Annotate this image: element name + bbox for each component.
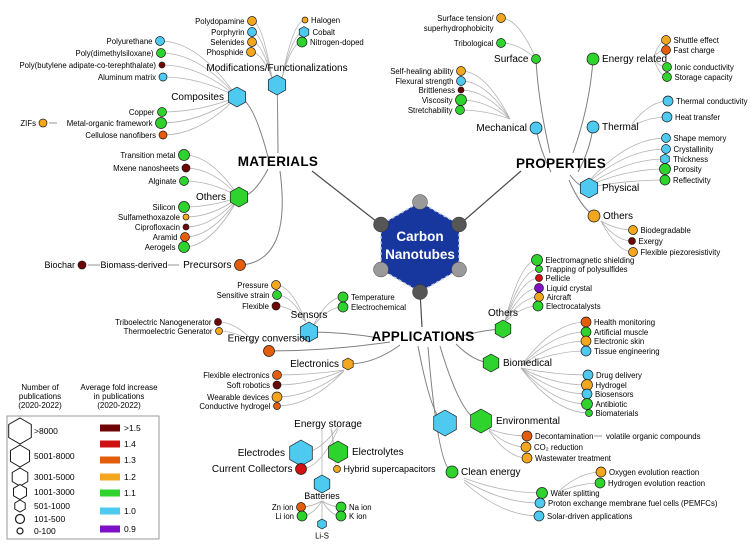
label-crystallinity: Crystallinity	[673, 144, 714, 154]
node-mechanical	[530, 122, 542, 134]
node-artificial	[581, 327, 591, 337]
legend-fold-swatch-1	[100, 441, 120, 448]
label-polydopamine: Polydopamine	[195, 16, 245, 26]
node-biomaterials	[586, 410, 593, 417]
node-reflectivity	[660, 175, 670, 185]
edge-soft-robotics	[277, 370, 344, 385]
label-biomedical: Biomedical	[503, 357, 552, 369]
node-electrochemical	[338, 302, 348, 312]
legend-fold-swatch-5	[100, 508, 120, 515]
legend-size-shape-2	[12, 468, 28, 486]
legend	[7, 383, 159, 539]
node-electrocatalysts	[533, 301, 543, 311]
label-reflectivity: Reflectivity	[673, 175, 711, 185]
node-silicon	[179, 202, 190, 213]
node-modifications	[268, 75, 285, 95]
label-current-coll: Current Collectors	[211, 463, 293, 475]
label-electronics: Electronics	[290, 358, 339, 370]
node-thermo-gen	[216, 328, 223, 335]
label-energy-related: Energy related	[602, 53, 668, 65]
node-cond-hydrogel	[274, 403, 281, 410]
node-k	[336, 511, 346, 521]
label-environmental: Environmental	[496, 415, 560, 427]
label-aramid: Aramid	[152, 232, 178, 242]
node-selenides	[248, 38, 257, 47]
node-aerogels	[179, 242, 190, 253]
node-environmental	[471, 409, 492, 433]
label-electrocatalysts: Electrocatalysts	[546, 301, 601, 311]
vertex-dot	[413, 195, 428, 210]
label-co2: CO₂ reduction	[534, 442, 583, 452]
node-transition-metal	[179, 150, 190, 161]
label-cellulose: Cellulose nanofibers	[85, 130, 156, 140]
legend-size-label-6: 0-100	[34, 526, 56, 536]
center-title-line1: Carbon	[396, 229, 444, 244]
label-ciprofloxacin: Ciprofloxacin	[134, 222, 180, 232]
label-pellicle: Pellicle	[545, 273, 571, 283]
label-electrolytes: Electrolytes	[352, 446, 404, 458]
edge-self-healing	[461, 71, 510, 119]
label-sensors: Sensors	[290, 310, 328, 321]
node-flexural	[457, 77, 466, 86]
label-shuttle: Shuttle effect	[673, 35, 719, 45]
edge-hydrogel	[521, 368, 587, 385]
node-polyurethane	[156, 37, 165, 46]
node-clean-energy	[446, 466, 458, 478]
node-mof	[156, 118, 167, 129]
node-sulfamethoxazole	[183, 214, 189, 220]
label-lis: Li-S	[315, 531, 329, 541]
label-tribo-nano: Triboelectric Nanogenerator	[115, 317, 212, 327]
node-pressure	[272, 281, 281, 290]
label-applications: APPLICATIONS	[371, 328, 475, 344]
node-shape-memory	[662, 134, 671, 143]
label-decontamination: Decontamination	[535, 431, 594, 441]
node-trapping	[536, 266, 543, 273]
label-pressure: Pressure	[237, 280, 269, 290]
label-health-mon: Health monitoring	[594, 317, 656, 327]
node-biodegradable	[629, 226, 638, 235]
edge-pdms	[161, 53, 237, 97]
legend-fold-label-1: 1.4	[124, 439, 136, 449]
node-tissue	[581, 346, 591, 356]
node-em-shield	[532, 255, 543, 266]
label-pbat: Poly(butylene adipate-co-terephthalate)	[19, 60, 156, 70]
label-porphyrin: Porphyrin	[211, 27, 245, 37]
legend-size-title: (2020-2022)	[18, 401, 62, 410]
node-stretchability	[456, 106, 465, 115]
node-health-mon	[581, 317, 591, 327]
label-trapping: Trapping of polysulfides	[545, 264, 628, 274]
label-exergy: Exergy	[638, 236, 663, 246]
label-selenides: Selenides	[210, 37, 245, 47]
label-her: Hydrogen evolution reaction	[608, 478, 706, 488]
trunk-line-0	[312, 171, 381, 225]
legend-size-shape-6	[17, 528, 23, 534]
label-ionic: Ionic conductivity	[674, 62, 734, 72]
node-heat-transfer	[662, 112, 672, 122]
label-shape-memory: Shape memory	[673, 133, 727, 143]
label-temperature: Temperature	[351, 292, 395, 302]
edge-precursors	[240, 171, 282, 265]
edge-energy-related	[573, 59, 593, 153]
label-thickness: Thickness	[673, 154, 709, 164]
legend-size-label-3: 1001-3000	[34, 487, 75, 497]
label-electrodes: Electrodes	[237, 447, 285, 459]
label-e-skin: Electronic skin	[594, 336, 645, 346]
node-electrolytes	[329, 441, 348, 463]
label-zifs: ZIFs	[20, 118, 36, 128]
node-pdms	[157, 49, 166, 58]
node-pbat	[159, 62, 165, 68]
node-aircraft	[535, 293, 544, 302]
node-li	[297, 511, 307, 521]
node-self-healing	[457, 67, 466, 76]
node-aramid	[181, 233, 190, 242]
legend-size-title: publications	[18, 392, 62, 401]
edge-solar	[464, 482, 539, 516]
vertex-dot	[452, 217, 467, 232]
legend-size-label-0: >8000	[34, 426, 58, 436]
node-thickness	[661, 154, 670, 164]
legend-fold-swatch-2	[100, 457, 120, 464]
label-aerogels: Aerogels	[144, 242, 176, 252]
vertex-dot	[413, 285, 428, 300]
label-physical: Physical	[602, 182, 640, 194]
node-phosphide	[247, 48, 256, 57]
edge-water-split	[464, 478, 542, 493]
label-soft-robotics: Soft robotics	[226, 380, 270, 390]
label-surface-tension: Surface tension/	[437, 13, 494, 23]
label-antibiotic: Antibiotic	[595, 399, 628, 409]
node-others-app	[495, 320, 511, 338]
edge-thermal-cond	[632, 101, 668, 124]
label-mxene: Mxene nanosheets	[113, 163, 179, 173]
label-porosity: Porosity	[673, 164, 702, 174]
legend-fold-label-5: 1.0	[124, 506, 136, 516]
label-li: Li ion	[275, 511, 294, 521]
node-oer	[596, 467, 606, 477]
center-title-line2: Nanotubes	[385, 247, 455, 262]
node-copper	[158, 108, 167, 117]
legend-fold-title: Average fold increase	[80, 383, 158, 392]
label-mof: Metal-organic framework	[66, 118, 153, 128]
label-sensitive-strain: Sensitive strain	[216, 290, 270, 300]
legend-fold-title: in publications	[93, 392, 145, 401]
legend-size-shape-4	[15, 500, 25, 512]
label-precursors: Precursors	[183, 259, 232, 271]
node-thermal-cond	[663, 96, 673, 106]
node-exergy	[629, 238, 636, 245]
center-node	[374, 195, 467, 300]
node-na	[336, 502, 346, 512]
node-alginate	[180, 177, 189, 186]
edge-clean-energy	[428, 347, 452, 472]
label-modifications: Modifications/Functionalizations	[206, 63, 348, 74]
label-transition-metal: Transition metal	[120, 150, 176, 160]
node-tribo-nano	[215, 319, 222, 326]
label-storage-cap: Storage capacity	[674, 72, 733, 82]
legend-fold-label-6: 0.9	[124, 524, 136, 534]
label-k: K ion	[349, 511, 367, 521]
node-temperature	[338, 292, 348, 302]
node-crystallinity	[662, 145, 671, 154]
label-aircraft: Aircraft	[546, 292, 572, 302]
edge-cond-hydrogel	[277, 371, 344, 406]
node-pemfc	[535, 498, 545, 508]
edge-environmental	[440, 346, 481, 421]
node-biomedical	[483, 354, 499, 372]
node-current-coll	[296, 464, 307, 475]
label-artificial: Artificial muscle	[594, 327, 649, 337]
label-electrochemical: Electrochemical	[351, 302, 407, 312]
node-sensitive-strain	[273, 291, 282, 300]
edge-exergy	[601, 221, 632, 241]
legend-fold-title: (2020-2022)	[97, 401, 141, 410]
node-lis	[318, 519, 327, 529]
label-solar: Solar-driven applications	[547, 511, 633, 521]
edge-electronics	[348, 345, 400, 364]
node-surface-tension	[497, 14, 506, 23]
label-stretchability: Stretchability	[407, 105, 453, 115]
label-aluminum: Aluminum matrix	[97, 72, 156, 82]
legend-size-shape-0	[9, 418, 32, 444]
node-zn	[297, 503, 306, 512]
legend-fold-label-4: 1.1	[124, 488, 136, 498]
vertex-dot	[374, 262, 389, 277]
label-viscosity: Viscosity	[421, 95, 453, 105]
edge-composites	[237, 97, 268, 157]
legend-fold-label-3: 1.2	[124, 472, 136, 482]
label-batteries: Batteries	[304, 491, 340, 501]
label-thermal-cond: Thermal conductivity	[676, 96, 748, 106]
node-co2	[521, 442, 531, 452]
node-pellicle	[536, 275, 543, 282]
legend-fold-label-2: 1.3	[124, 455, 136, 465]
label-energy-storage: Energy storage	[294, 419, 362, 430]
label-alginate: Alginate	[148, 176, 177, 186]
node-wearable	[272, 392, 282, 402]
node-biosensors	[582, 389, 592, 399]
label-oer: Oxygen evolution reaction	[609, 467, 700, 477]
label-cobalt: Cobalt	[312, 27, 336, 37]
label-drug: Drug delivery	[596, 370, 642, 380]
vertex-dot	[452, 262, 467, 277]
edge-biodegradable	[601, 221, 633, 230]
label-sulfamethoxazole: Sulfamethoxazole	[118, 212, 180, 222]
node-aluminum	[159, 73, 167, 81]
label-flexural: Flexural strength	[395, 76, 454, 86]
edge-drug	[521, 368, 588, 375]
node-porosity	[660, 164, 671, 175]
label-biodegradable: Biodegradable	[640, 225, 691, 235]
label-nitrogen: Nitrogen-doped	[310, 37, 364, 47]
label-tissue: Tissue engineering	[594, 346, 660, 356]
legend-size-label-4: 501-1000	[34, 501, 70, 511]
node-porphyrin	[248, 28, 257, 37]
label-tribological: Tribological	[453, 38, 494, 48]
label-na: Na ion	[349, 502, 372, 512]
node-mxene	[182, 164, 190, 172]
label-energy-conversion: Energy conversion	[227, 333, 311, 345]
node-wastewater	[522, 453, 532, 463]
node-water-split	[537, 488, 548, 499]
legend-size-title: Number of	[21, 383, 59, 392]
node-drug	[583, 370, 593, 380]
node-storage-cap	[663, 73, 672, 82]
label-others-prop: Others	[603, 210, 634, 222]
node-soft-robotics	[273, 381, 281, 389]
node-energy-related	[587, 53, 599, 65]
node-antibiotic	[582, 399, 593, 410]
label-thermal: Thermal	[602, 121, 639, 133]
label-mechanical: Mechanical	[476, 122, 527, 134]
legend-size-label-1: 5001-8000	[34, 451, 75, 461]
node-surface	[532, 55, 541, 64]
node-electronics	[343, 358, 353, 370]
label-halogen: Halogen	[311, 15, 341, 25]
node-zifs	[39, 119, 47, 127]
label-fast-charge: Fast charge	[673, 45, 715, 55]
node-polydopamine	[248, 17, 257, 26]
legend-size-label-5: 101-500	[34, 514, 66, 524]
label-silicon: Silicon	[152, 202, 176, 212]
node-energy-conversion	[264, 346, 275, 357]
node-shuttle	[662, 36, 671, 45]
label-biochar: Biochar	[44, 259, 75, 270]
legend-size-shape-5	[16, 515, 25, 524]
label-biosensors: Biosensors	[595, 389, 634, 399]
label-clean-energy: Clean energy	[461, 466, 521, 478]
label-properties: PROPERTIES	[515, 155, 607, 171]
label-others-app: Others	[487, 308, 519, 319]
label-wearable: Wearable devices	[207, 392, 269, 402]
label-composites: Composites	[171, 91, 224, 103]
legend-fold-swatch-0	[100, 425, 120, 432]
node-thermal	[587, 121, 599, 133]
trunk-line-1	[459, 171, 521, 225]
node-biochar	[78, 261, 86, 269]
label-liquid-crystal: Liquid crystal	[546, 283, 593, 293]
node-ciprofloxacin	[183, 224, 189, 230]
node-e-skin	[581, 336, 591, 346]
node-cellulose	[159, 131, 167, 139]
node-flex-elec	[273, 371, 282, 380]
label-materials: MATERIALS	[237, 153, 319, 169]
node-solar	[534, 511, 544, 521]
label-hybrid: Hybrid supercapacitors	[343, 463, 436, 474]
edge-transition-metal	[184, 155, 239, 197]
label-others-mat: Others	[195, 191, 226, 203]
node-electrodes	[290, 440, 313, 466]
node-viscosity	[456, 95, 467, 106]
label-hydrogel: Hydrogel	[595, 380, 627, 390]
node-her	[595, 478, 605, 488]
legend-items	[9, 418, 141, 536]
legend-size-shape-3	[14, 485, 27, 500]
label-em-shield: Electromagnetic shielding	[545, 255, 635, 265]
label-biomass: Biomass-derived	[100, 259, 168, 270]
label2-surface-tension: superhydrophobicity	[423, 23, 494, 33]
label-wastewater: Wastewater treatment	[535, 453, 611, 463]
label-voc: volatile organic compounds	[606, 431, 701, 441]
label-thermo-gen: Thermoelectric Generator	[123, 326, 213, 336]
node-precursors	[235, 260, 246, 271]
node-cobalt	[299, 27, 309, 38]
node-tribological	[497, 39, 506, 48]
legend-size-shape-1	[11, 445, 30, 467]
label-flex-elec: Flexible electronics	[203, 370, 270, 380]
label-phosphide: Phosphide	[206, 47, 244, 57]
label-surface: Surface	[494, 53, 529, 65]
node-decontamination	[522, 431, 532, 441]
node-flexible	[272, 302, 280, 310]
label-pemfc: Proton exchange membrane fuel cells (PEMFCs)	[548, 498, 718, 508]
legend-fold-swatch-4	[100, 490, 120, 497]
vertex-dot	[374, 217, 389, 232]
node-nitrogen	[297, 37, 307, 47]
node-others-prop	[588, 210, 600, 222]
label-pdms: Poly(dimethylsiloxane)	[75, 48, 154, 58]
label-heat-transfer: Heat transfer	[675, 112, 721, 122]
legend-fold-swatch-3	[100, 474, 120, 481]
label-biomaterials: Biomaterials	[595, 408, 639, 418]
node-brittleness	[458, 87, 464, 93]
legend-size-label-2: 3001-5000	[34, 472, 75, 482]
edge-sensors	[309, 332, 379, 338]
label-self-healing: Self-healing ability	[390, 66, 454, 76]
node-liquid-crystal	[535, 284, 544, 293]
legend-fold-swatch-6	[100, 526, 120, 533]
node-hybrid	[334, 466, 341, 473]
legend-fold-label-0: >1.5	[124, 423, 141, 433]
label-polyurethane: Polyurethane	[106, 36, 153, 46]
label-cond-hydrogel: Conductive hydrogel	[199, 401, 271, 411]
label-brittleness: Brittleness	[418, 85, 455, 95]
node-halogen	[302, 17, 308, 23]
label-water-split: Water splitting	[550, 488, 600, 498]
label-zn: Zn ion	[271, 502, 294, 512]
label-copper: Copper	[128, 107, 155, 117]
label-flex-piezo: Flexible piezoresistivity	[640, 247, 721, 257]
label-flexible: Flexible	[242, 301, 269, 311]
